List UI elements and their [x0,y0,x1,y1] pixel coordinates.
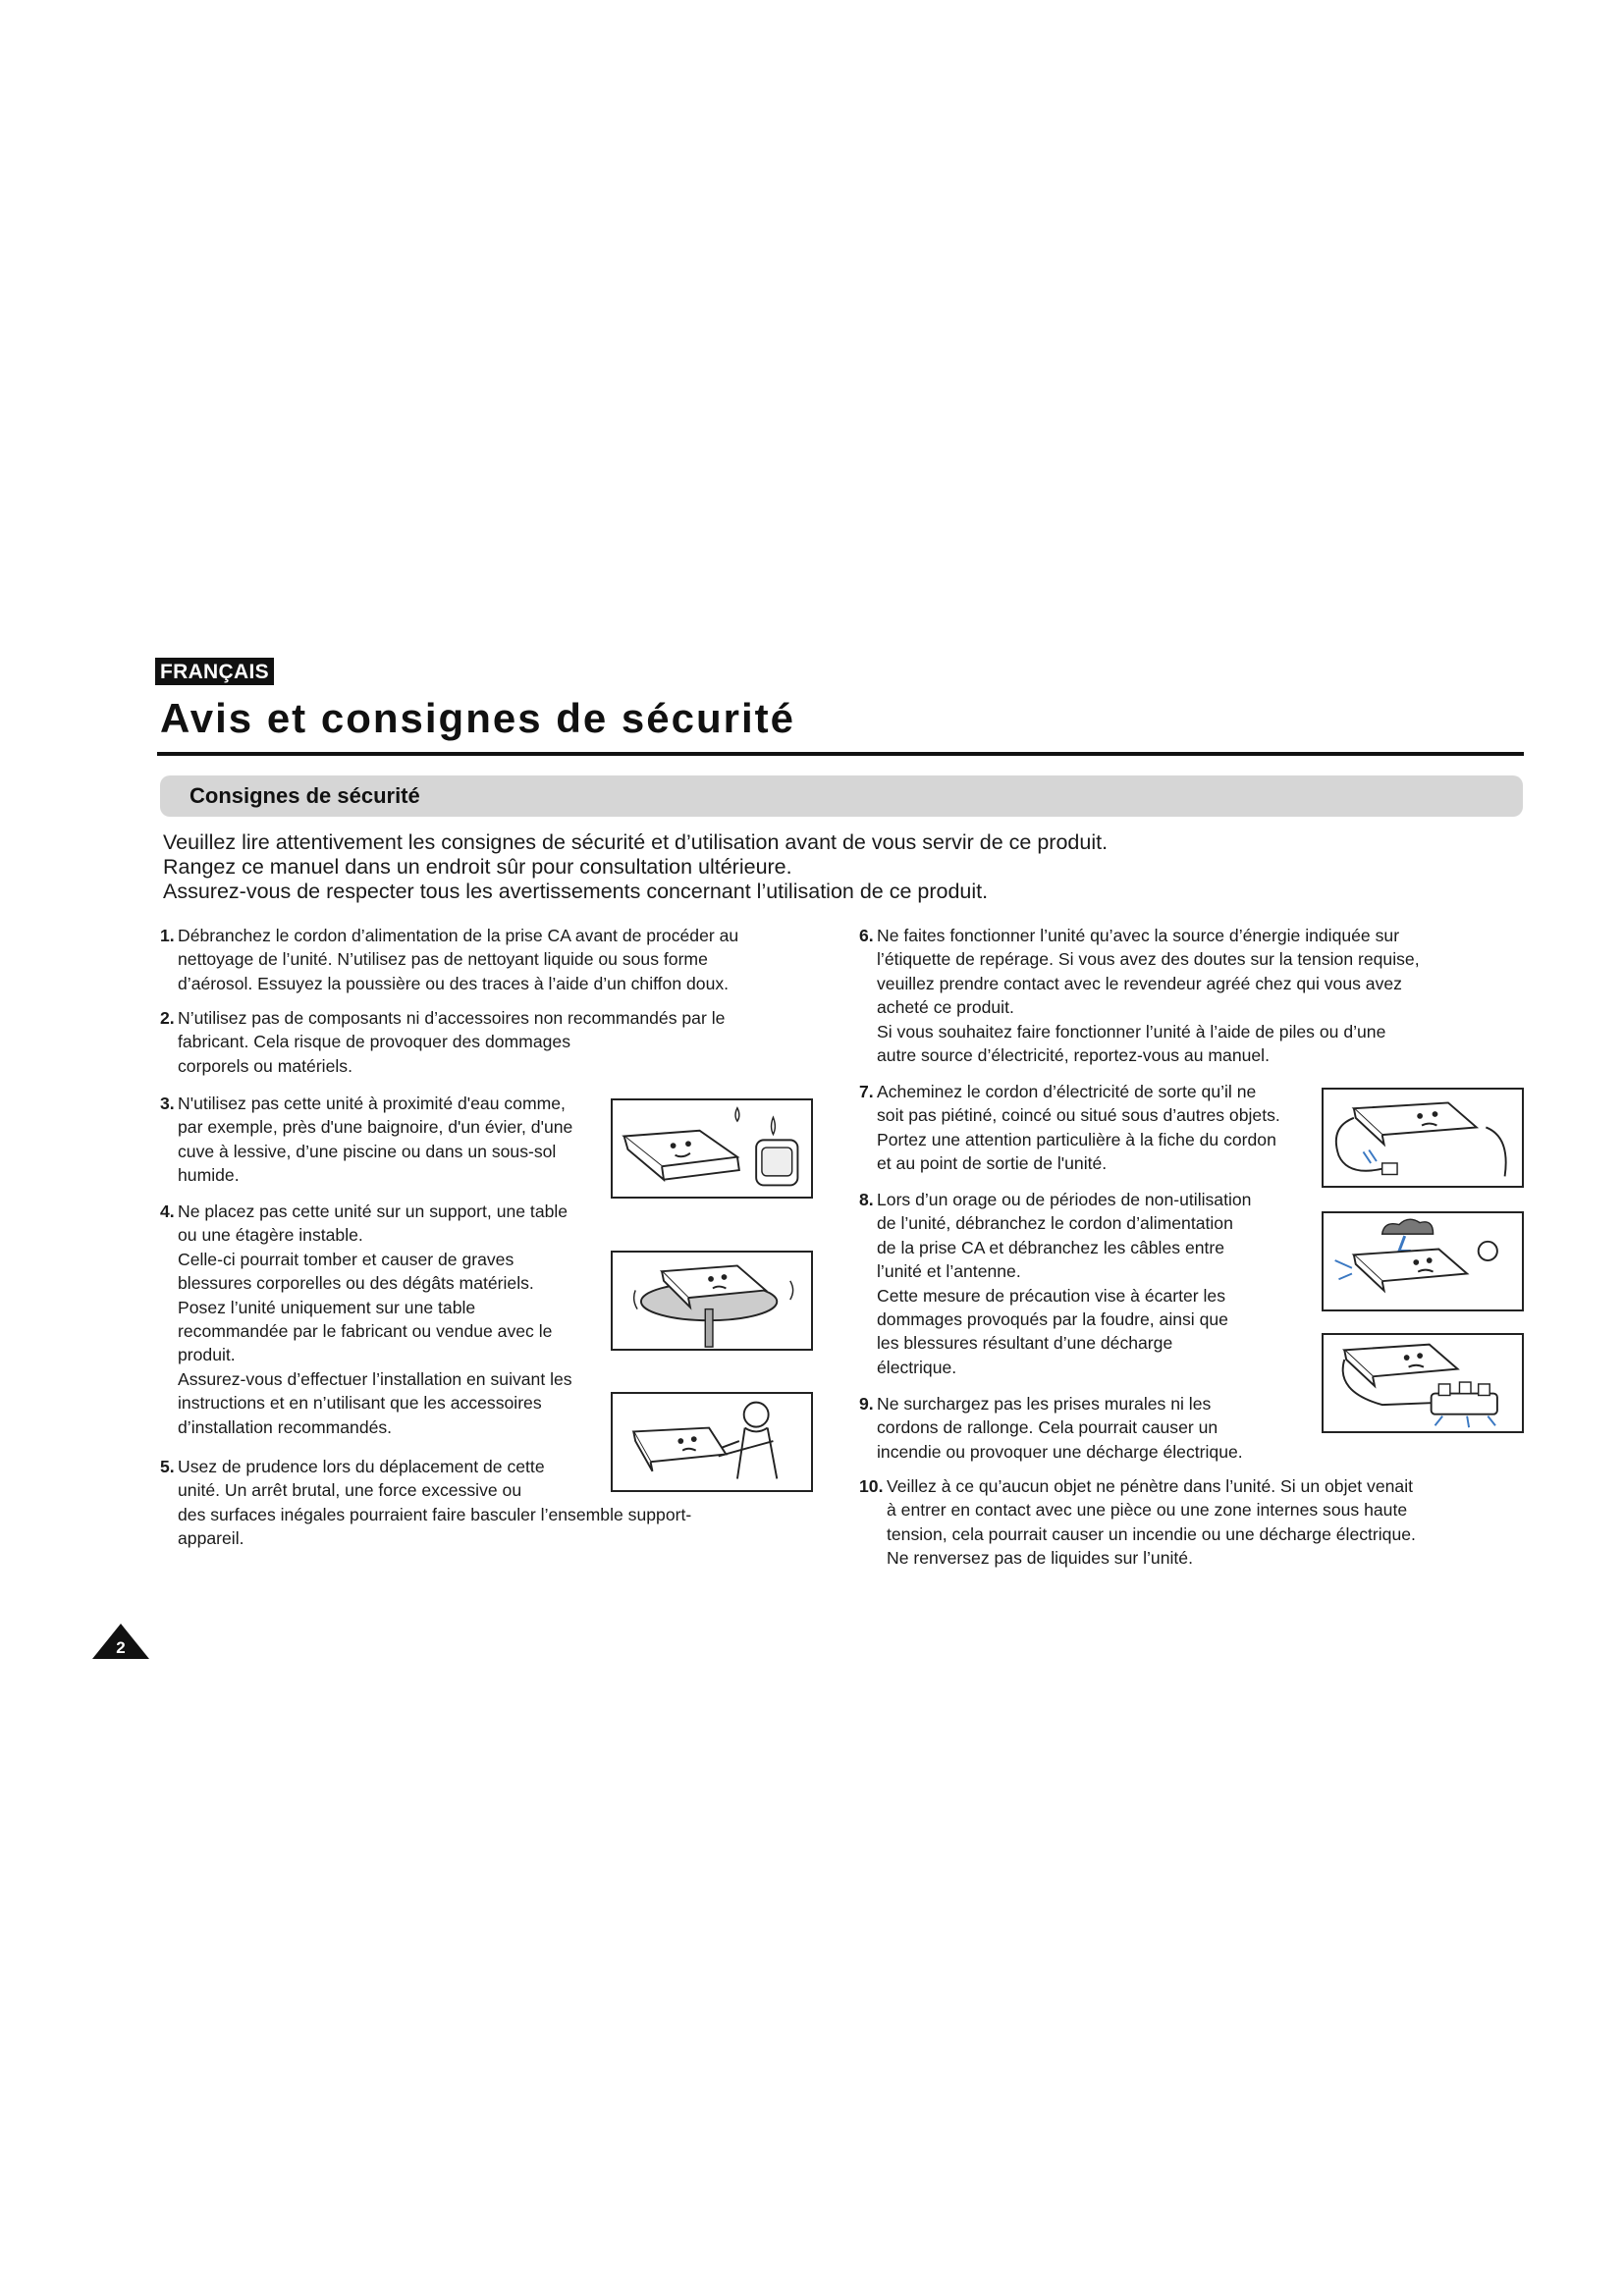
overloaded-outlet-illustration [1322,1333,1524,1433]
intro-line: Veuillez lire attentivement les consignes de sécurité et d’utilisation avant de vous servir de ce produit. [163,830,1109,854]
item-number: 4. [160,1201,175,1221]
title-divider [157,752,1524,756]
item-text: Ne placez pas cette unité sur un support, une table ou une étagère instable. Celle-ci pourrait tomber et causer de graves blessures corporelles ou des dégâts matériels. Posez l’unité uniquement sur une table recommandée par le fabricant ou vendue avec le produit. Assurez-vous d’effectuer l’installation en suivant les instructions et en n’utilisant que les accessoires d’installation recommandés. [178,1201,572,1437]
item-text: Débranchez le cordon d’alimentation de la prise CA avant de procéder au nettoyage de l’unité. N’utilisez pas de nettoyant liquide ou sous forme d’aérosol. Essuyez la poussière ou des traces à l’aide d’un chiffon doux. [178,926,739,993]
item-number: 6. [859,926,874,945]
section-title: Consignes de sécurité [189,783,420,808]
section-header-bar [160,775,1523,817]
safety-item-2 [160,1006,845,1078]
safety-item-4 [160,1200,620,1439]
item-number: 10. [859,1476,884,1496]
unstable-table-drawing [613,1253,811,1349]
outlet-drawing [1324,1335,1522,1431]
page-title: Avis et consignes de sécurité [160,695,796,741]
person-carrying-player-illustration [611,1392,813,1492]
item-text: N’utilisez pas de composants ni d’accessoires non recommandés par le fabricant. Cela risque de provoquer des dommages corporels ou matériels. [178,1008,726,1076]
safety-item-6 [859,924,1544,1067]
cord-drawing [1324,1090,1522,1186]
item-text: Acheminez le cordon d’électricité de sorte qu’il ne soit pas piétiné, coincé ou situé sous d’autres objets. Portez une attention particulière à la fiche du cordon et au point de sortie de l'unité. [877,1082,1280,1174]
item-number: 8. [859,1190,874,1209]
intro-line: Assurez-vous de respecter tous les avertissements concernant l’utilisation de ce produit. [163,880,989,903]
safety-item-7 [859,1080,1328,1176]
item-text: Lors d’un orage ou de périodes de non-utilisation de l’unité, débranchez le cordon d’alimentation de la prise CA et débranchez les câbles entre l’unité et l’antenne. Cette mesure de précaution vise à écarter les dommages provoqués par la foudre, ainsi que les blessures résultant d’une décharge électrique. [877,1190,1252,1377]
item-text: Ne surchargez pas les prises murales ni les cordons de rallonge. Cela pourrait causer un incendie ou provoquer une décharge électrique. [877,1394,1243,1462]
item-number: 2. [160,1008,175,1028]
intro-line: Rangez ce manuel dans un endroit sûr pour consultation ultérieure. [163,855,792,879]
safety-item-8 [859,1188,1328,1379]
item-text: Usez de prudence lors du déplacement de cette unité. Un arrêt brutal, une force excessive ou des surfaces inégales pourraient faire basculer l’ensemble support- appareil. [178,1457,692,1549]
player-near-water-drawing [613,1100,811,1197]
item-number: 9. [859,1394,874,1414]
player-lightning-storm-illustration [1322,1211,1524,1311]
item-number: 7. [859,1082,874,1101]
item-text: N'utilisez pas cette unité à proximité d'eau comme, par exemple, près d'une baignoire, d'un évier, d'une cuve à lessive, d’une piscine ou dans un sous-sol humide. [178,1094,573,1186]
intro-paragraph [163,830,1508,904]
page-number: 2 [116,1638,126,1657]
player-cord-illustration [1322,1088,1524,1188]
lightning-drawing [1324,1213,1522,1309]
item-number: 1. [160,926,175,945]
item-number: 3. [160,1094,175,1113]
page-number-badge [90,1622,151,1661]
item-text: Veillez à ce qu’aucun objet ne pénètre dans l’unité. Si un objet venait à entrer en contact avec une pièce ou une zone internes sous haute tension, cela pourrait causer un incendie ou une décharge électrique. Ne renversez pas de liquides sur l’unité. [887,1476,1416,1569]
safety-item-9 [859,1392,1328,1464]
safety-item-10 [859,1474,1554,1571]
item-text: Ne faites fonctionner l’unité qu’avec la source d’énergie indiquée sur l’étiquette de repérage. Si vous avez des doutes sur la tension requise, veuillez prendre contact avec le revendeur agréé chez qui vous avez acheté ce produit. Si vous souhaitez faire fonctionner l’unité à l’aide de piles ou d’une autre source d’électricité, reportez-vous au manuel. [877,926,1420,1066]
safety-item-3 [160,1092,620,1188]
carrying-player-drawing [613,1394,811,1490]
safety-item-1 [160,924,845,995]
player-on-unstable-table-illustration [611,1251,813,1351]
language-tag: FRANÇAIS [155,658,274,685]
item-number: 5. [160,1457,175,1476]
player-near-water-illustration [611,1098,813,1199]
